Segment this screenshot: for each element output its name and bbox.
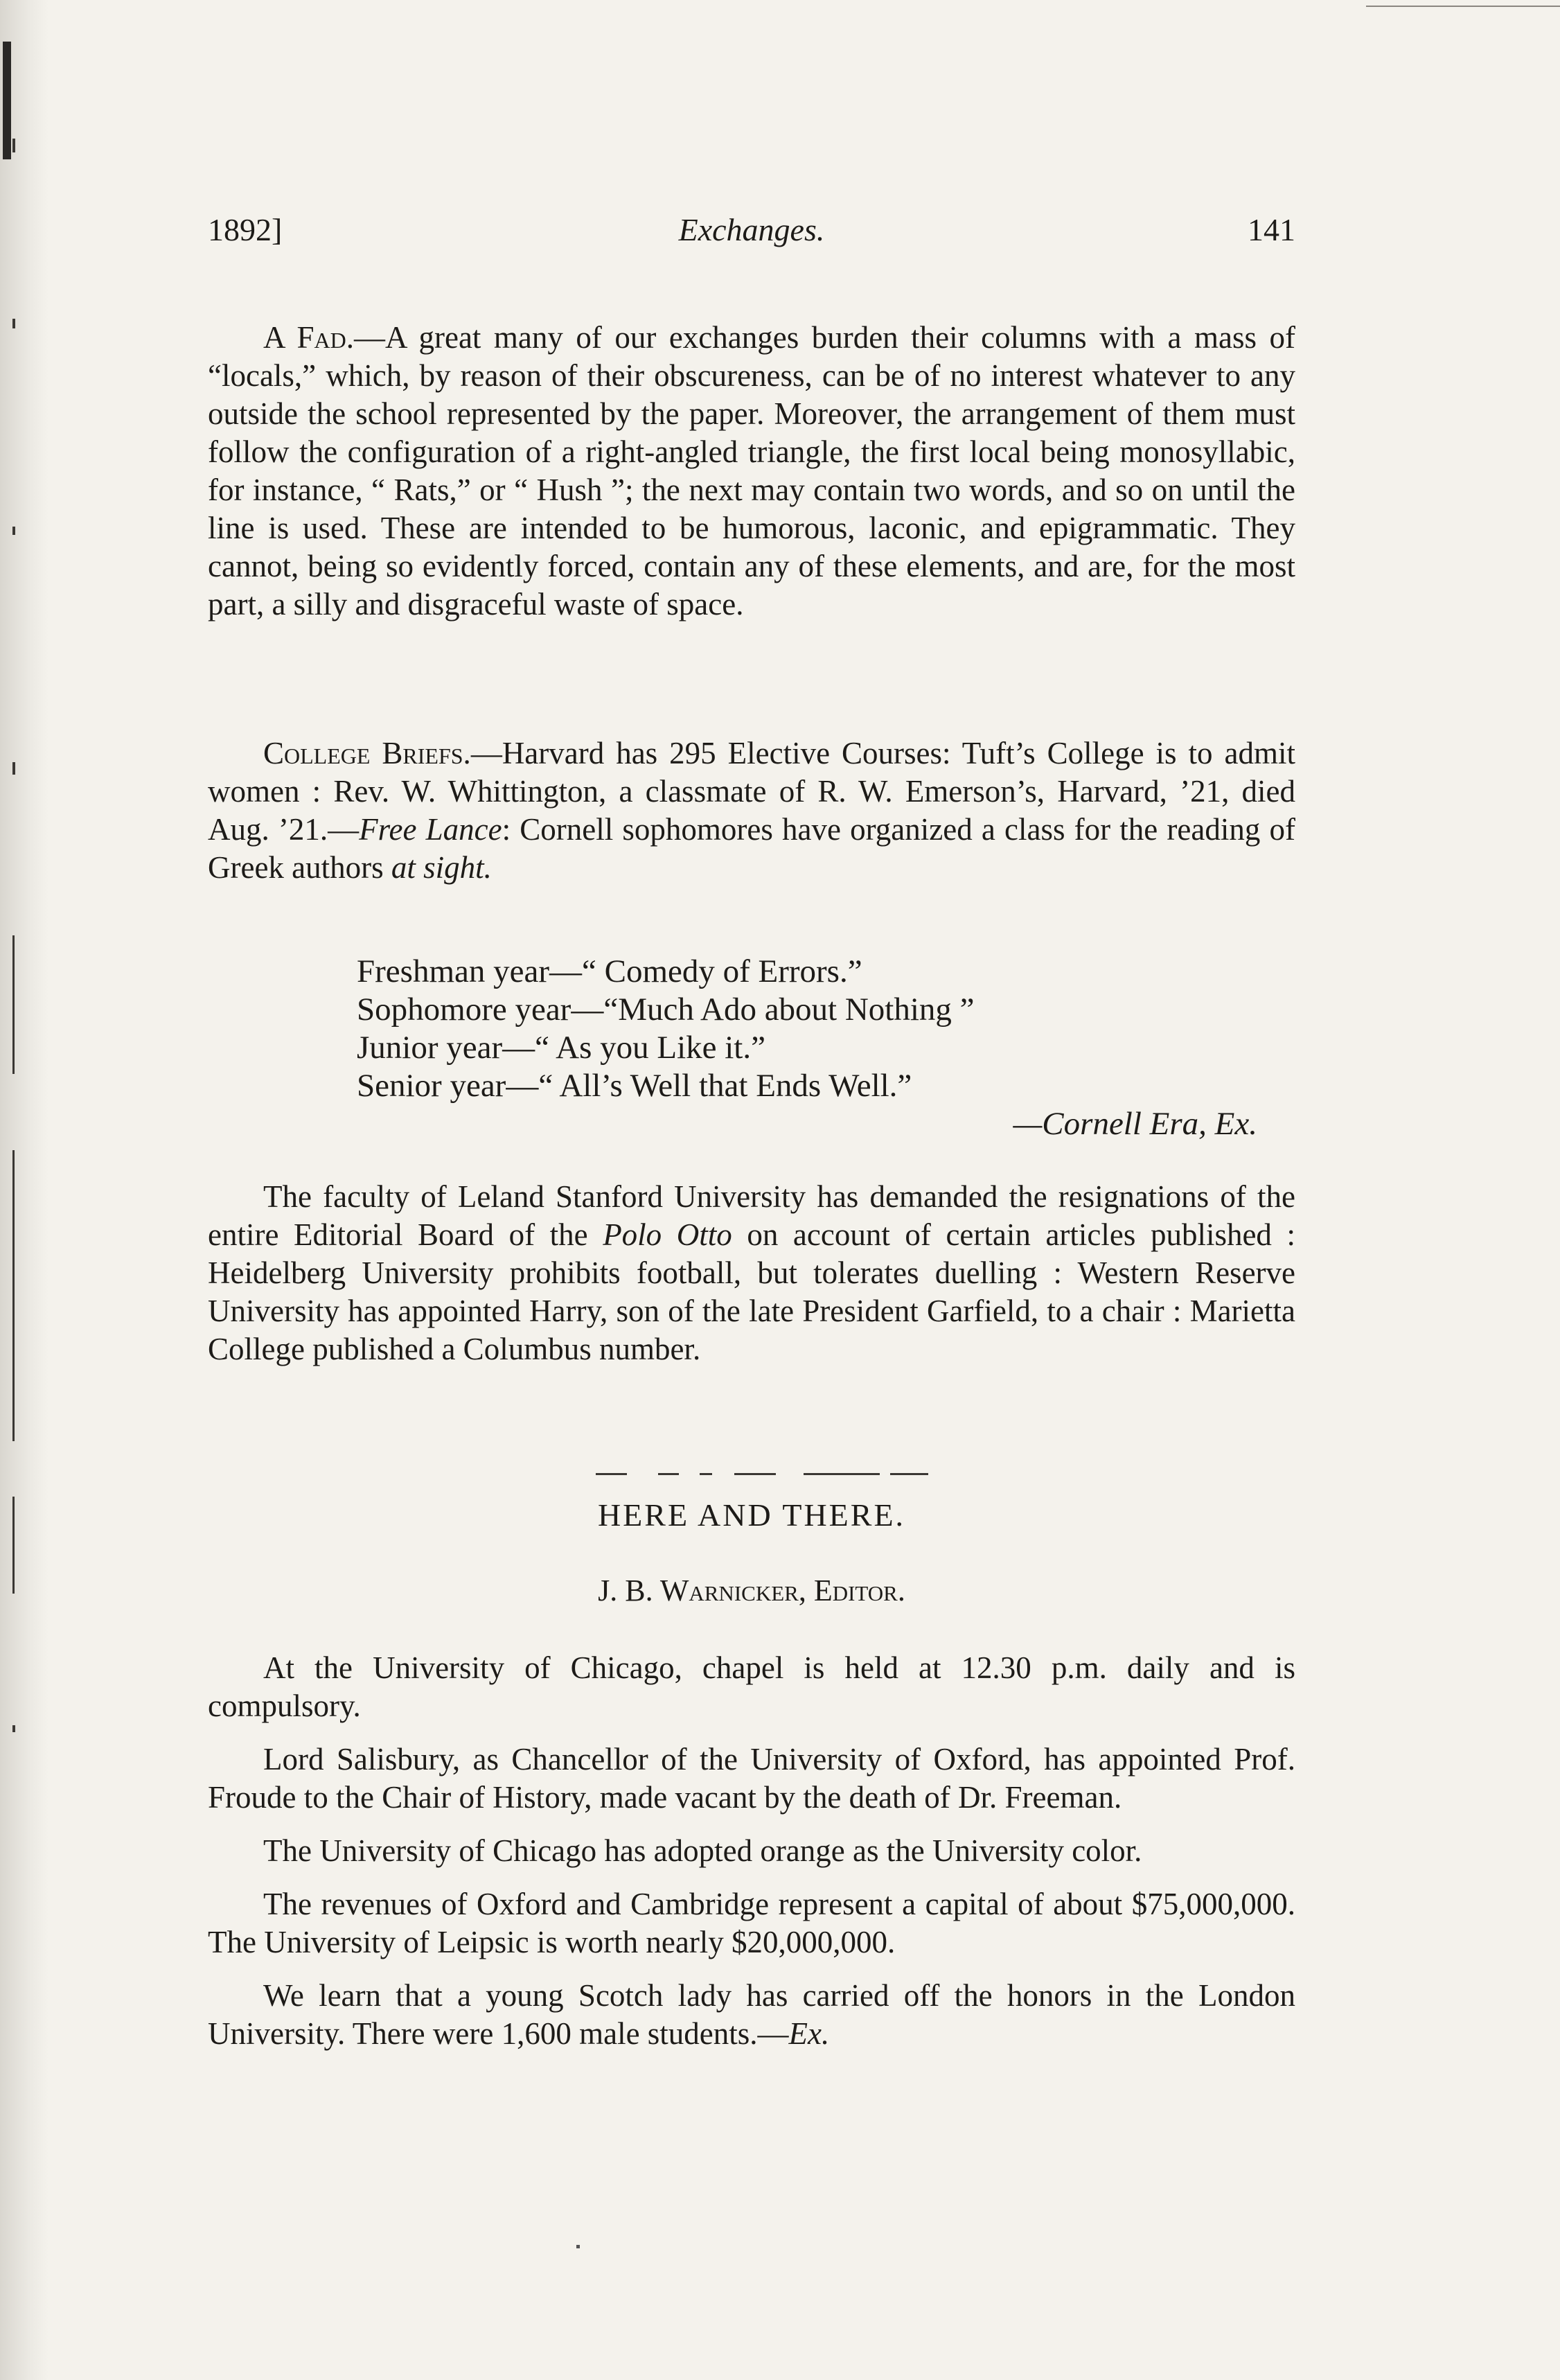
here-and-there-section (208, 1649, 1295, 2053)
briefs-emphasis: at sight. (391, 850, 492, 885)
poem-block (357, 953, 1285, 1143)
poem-attribution: —Cornell Era, Ex. (1013, 1106, 1257, 1142)
stanford-paper-name: Polo Otto (603, 1217, 732, 1252)
poem-line: Sophomore year—“Much Ado about Nothing ” (357, 991, 975, 1028)
section-divider (596, 1469, 928, 1479)
stanford-paragraph (208, 1178, 1295, 1368)
fad-paragraph (208, 319, 1295, 624)
poem-line: Junior year—“ As you Like it.” (357, 1030, 765, 1066)
college-briefs-section (208, 734, 1295, 887)
stanford-text-b: on account of certain articles published : Heidelberg University prohibits football, but tolerates duelling : Western Reserve University has appointed Harry, son of the late President Garfield, to a chair : Marietta College published a Columbus number. (208, 1217, 1296, 1366)
running-head (208, 211, 1295, 260)
fad-section (208, 319, 1295, 624)
running-head-title: Exchanges. (678, 212, 825, 247)
fad-lead: A Fad. (263, 320, 354, 355)
briefs-lead: College Briefs. (263, 736, 471, 770)
page-number: 141 (1248, 212, 1295, 247)
fad-text: —A great many of our exchanges burden their columns with a mass of “locals,” which, by reason of their obscureness, can be of no interest whatever to any outside the school represented by the paper. Moreover, the arrangement of them must follow the configuration of a right-angled triangle, the first local being monosyllabic, for instance, “ Rats,” or “ Hush ”; the next may contain two words, and so on until the line is used. These are intended to be humorous, laconic, and epigrammatic. They cannot, being so evidently forced, contain any of these elements, and are, for the most part, a silly and disgraceful waste of space. (208, 320, 1295, 622)
news-paragraph: The revenues of Oxford and Cambridge represent a capital of about $75,000,000. The University of Leipsic is worth nearly $20,000,000. (208, 1887, 1295, 1959)
last-text: We learn that a young Scotch lady has carried off the honors in the London University. There were 1,600 male students.— (208, 1978, 1295, 2051)
running-head-year: 1892] (208, 212, 283, 247)
news-paragraph: The University of Chicago has adopted orange as the University color. (263, 1833, 1142, 1868)
poem-line: Senior year—“ All’s Well that Ends Well.” (357, 1068, 912, 1104)
scan-binding-mark (3, 42, 11, 159)
top-rule (1366, 6, 1560, 7)
briefs-text-b: : Cornell sophomores have organized a class for the reading of Greek authors (208, 812, 1296, 885)
briefs-source: Free Lance (359, 812, 502, 847)
last-source: Ex. (788, 2016, 830, 2051)
stanford-text-a: The faculty of Leland Stanford University has demanded the resignations of the entire Editorial Board of the (208, 1179, 1295, 1252)
college-briefs-paragraph (208, 734, 1295, 887)
briefs-text-a: —Harvard has 295 Elective Courses: Tuft’s College is to admit women : Rev. W. Whittington, a classmate of R. W. Emerson’s, Harvard, ’21, died Aug. ’21.— (208, 736, 1296, 847)
poem-line: Freshman year—“ Comedy of Errors.” (357, 953, 862, 989)
news-paragraph: At the University of Chicago, chapel is held at 12.30 p.m. daily and is compulsory. (208, 1650, 1295, 1723)
news-paragraph: Lord Salisbury, as Chancellor of the University of Oxford, has appointed Prof. Froude to the Chair of History, made vacant by the death of Dr. Freeman. (208, 1742, 1295, 1815)
bottom-speck (576, 2245, 580, 2248)
editor-line: J. B. Warnicker, Editor. (598, 1574, 905, 1607)
margin-specks (12, 139, 40, 1732)
news-paragraph-last (208, 1977, 1295, 2053)
stanford-section (208, 1178, 1295, 1368)
section-title: HERE AND THERE. (597, 1497, 906, 1533)
